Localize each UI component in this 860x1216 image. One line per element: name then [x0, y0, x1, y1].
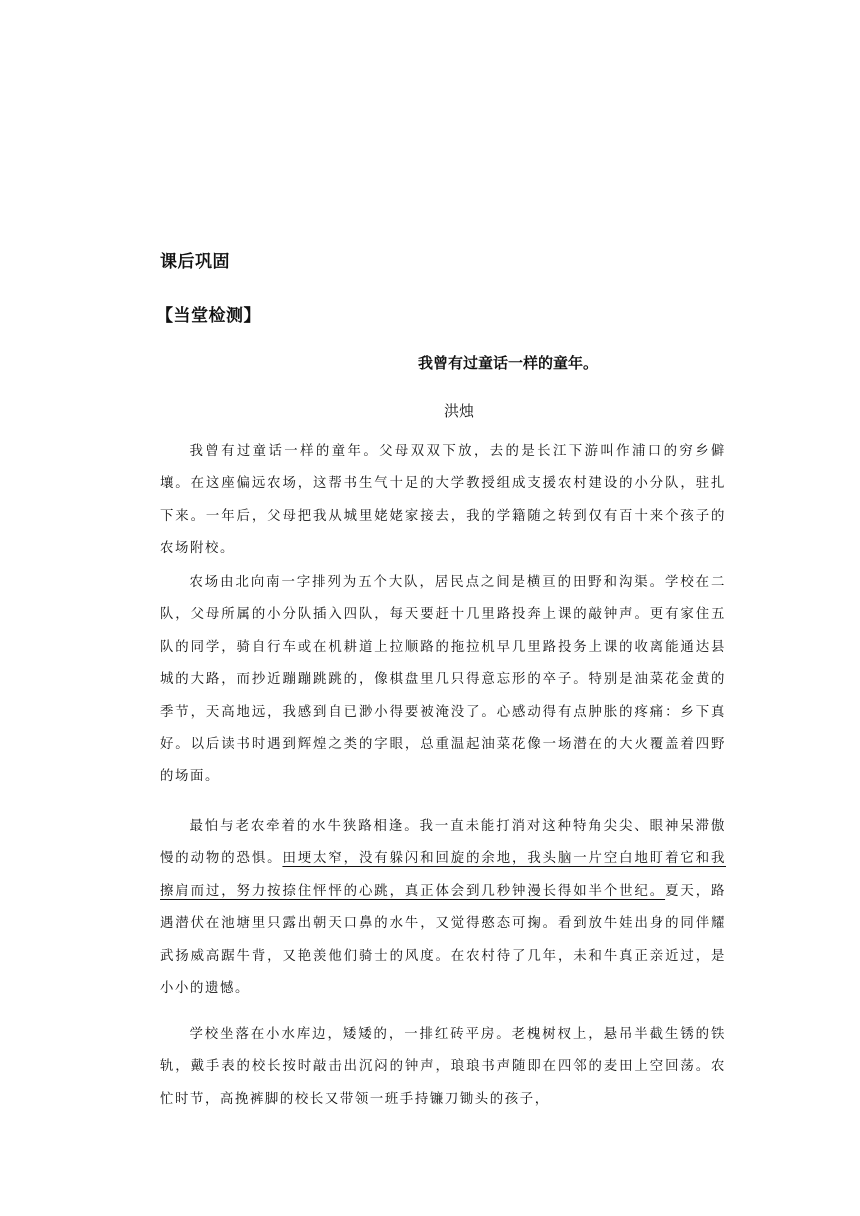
- subsection-title: 【当堂检测】: [156, 306, 261, 326]
- paragraph-4: 学校坐落在小水库边，矮矮的，一排红砖平房。老槐树杈上，悬吊半截生锈的铁轨，戴手表的校长按时敲击出沉闷的钟声，琅琅书声随即在四邻的麦田上空回荡。农忙时节，高挽裤脚的校长又带领一班手持镰刀锄头的孩子，: [160, 1027, 726, 1107]
- paragraph-3-lead: 最怕与老农牵着的水牛狭路相逢。我一直未能打消对这种特角尖尖、眼神呆滞傲慢的动物的恐惧。: [160, 819, 726, 867]
- article-author: 洪烛: [444, 402, 475, 420]
- underlined-passage: 田埂太窄，没有躲闪和回旋的余地，我头脑一片空白地盯着它和我擦肩而过，努力按捺住怦怦的心跳，真正体会到几秒钟漫长得如半个世纪。: [160, 851, 726, 899]
- paragraph-3: [160, 811, 726, 1005]
- section-title: 课后巩固: [160, 252, 230, 272]
- paragraph-2: 农场由北向南一字排列为五个大队，居民点之间是横亘的田野和沟渠。学校在二队，父母所属的小分队插入四队，每天要赶十几里路投奔上课的敲钟声。更有家住五队的同学，骑自行车或在机耕道上拉顺路的拖拉机早几里路投务上课的收离能通达县城的大路，而抄近蹦蹦跳跳的，像棋盘里几只得意忘形的卒子。特别是油菜花金黄的季节，天高地远，我感到自已渺小得要被淹没了。心感动得有点肿胀的疼痛：乡下真好。以后读书时遇到辉煌之类的字眼，总重温起油菜花像一场潜在的大火覆盖着四野的场面。: [160, 575, 726, 785]
- article-title: 我曾有过童话一样的童年。: [418, 354, 599, 372]
- paragraph-1: 我曾有过童话一样的童年。父母双双下放，去的是长江下游叫作浦口的穷乡僻壤。在这座偏远农场，这帮书生气十足的大学教授组成支援农村建设的小分队，驻扎下来。一年后，父母把我从城里姥姥家接去，我的学籍随之转到仅有百十来个孩子的农场附校。: [160, 444, 726, 557]
- paragraph-3-tail: 夏天，路遇潜伏在池塘里只露出朝天口鼻的水牛，又觉得憨态可掬。看到放牛娃出身的同伴耀武扬威高踞牛背，又艳羡他们骑士的风度。在农村待了几年，未和牛真正亲近过，是小小的遗憾。: [160, 883, 726, 997]
